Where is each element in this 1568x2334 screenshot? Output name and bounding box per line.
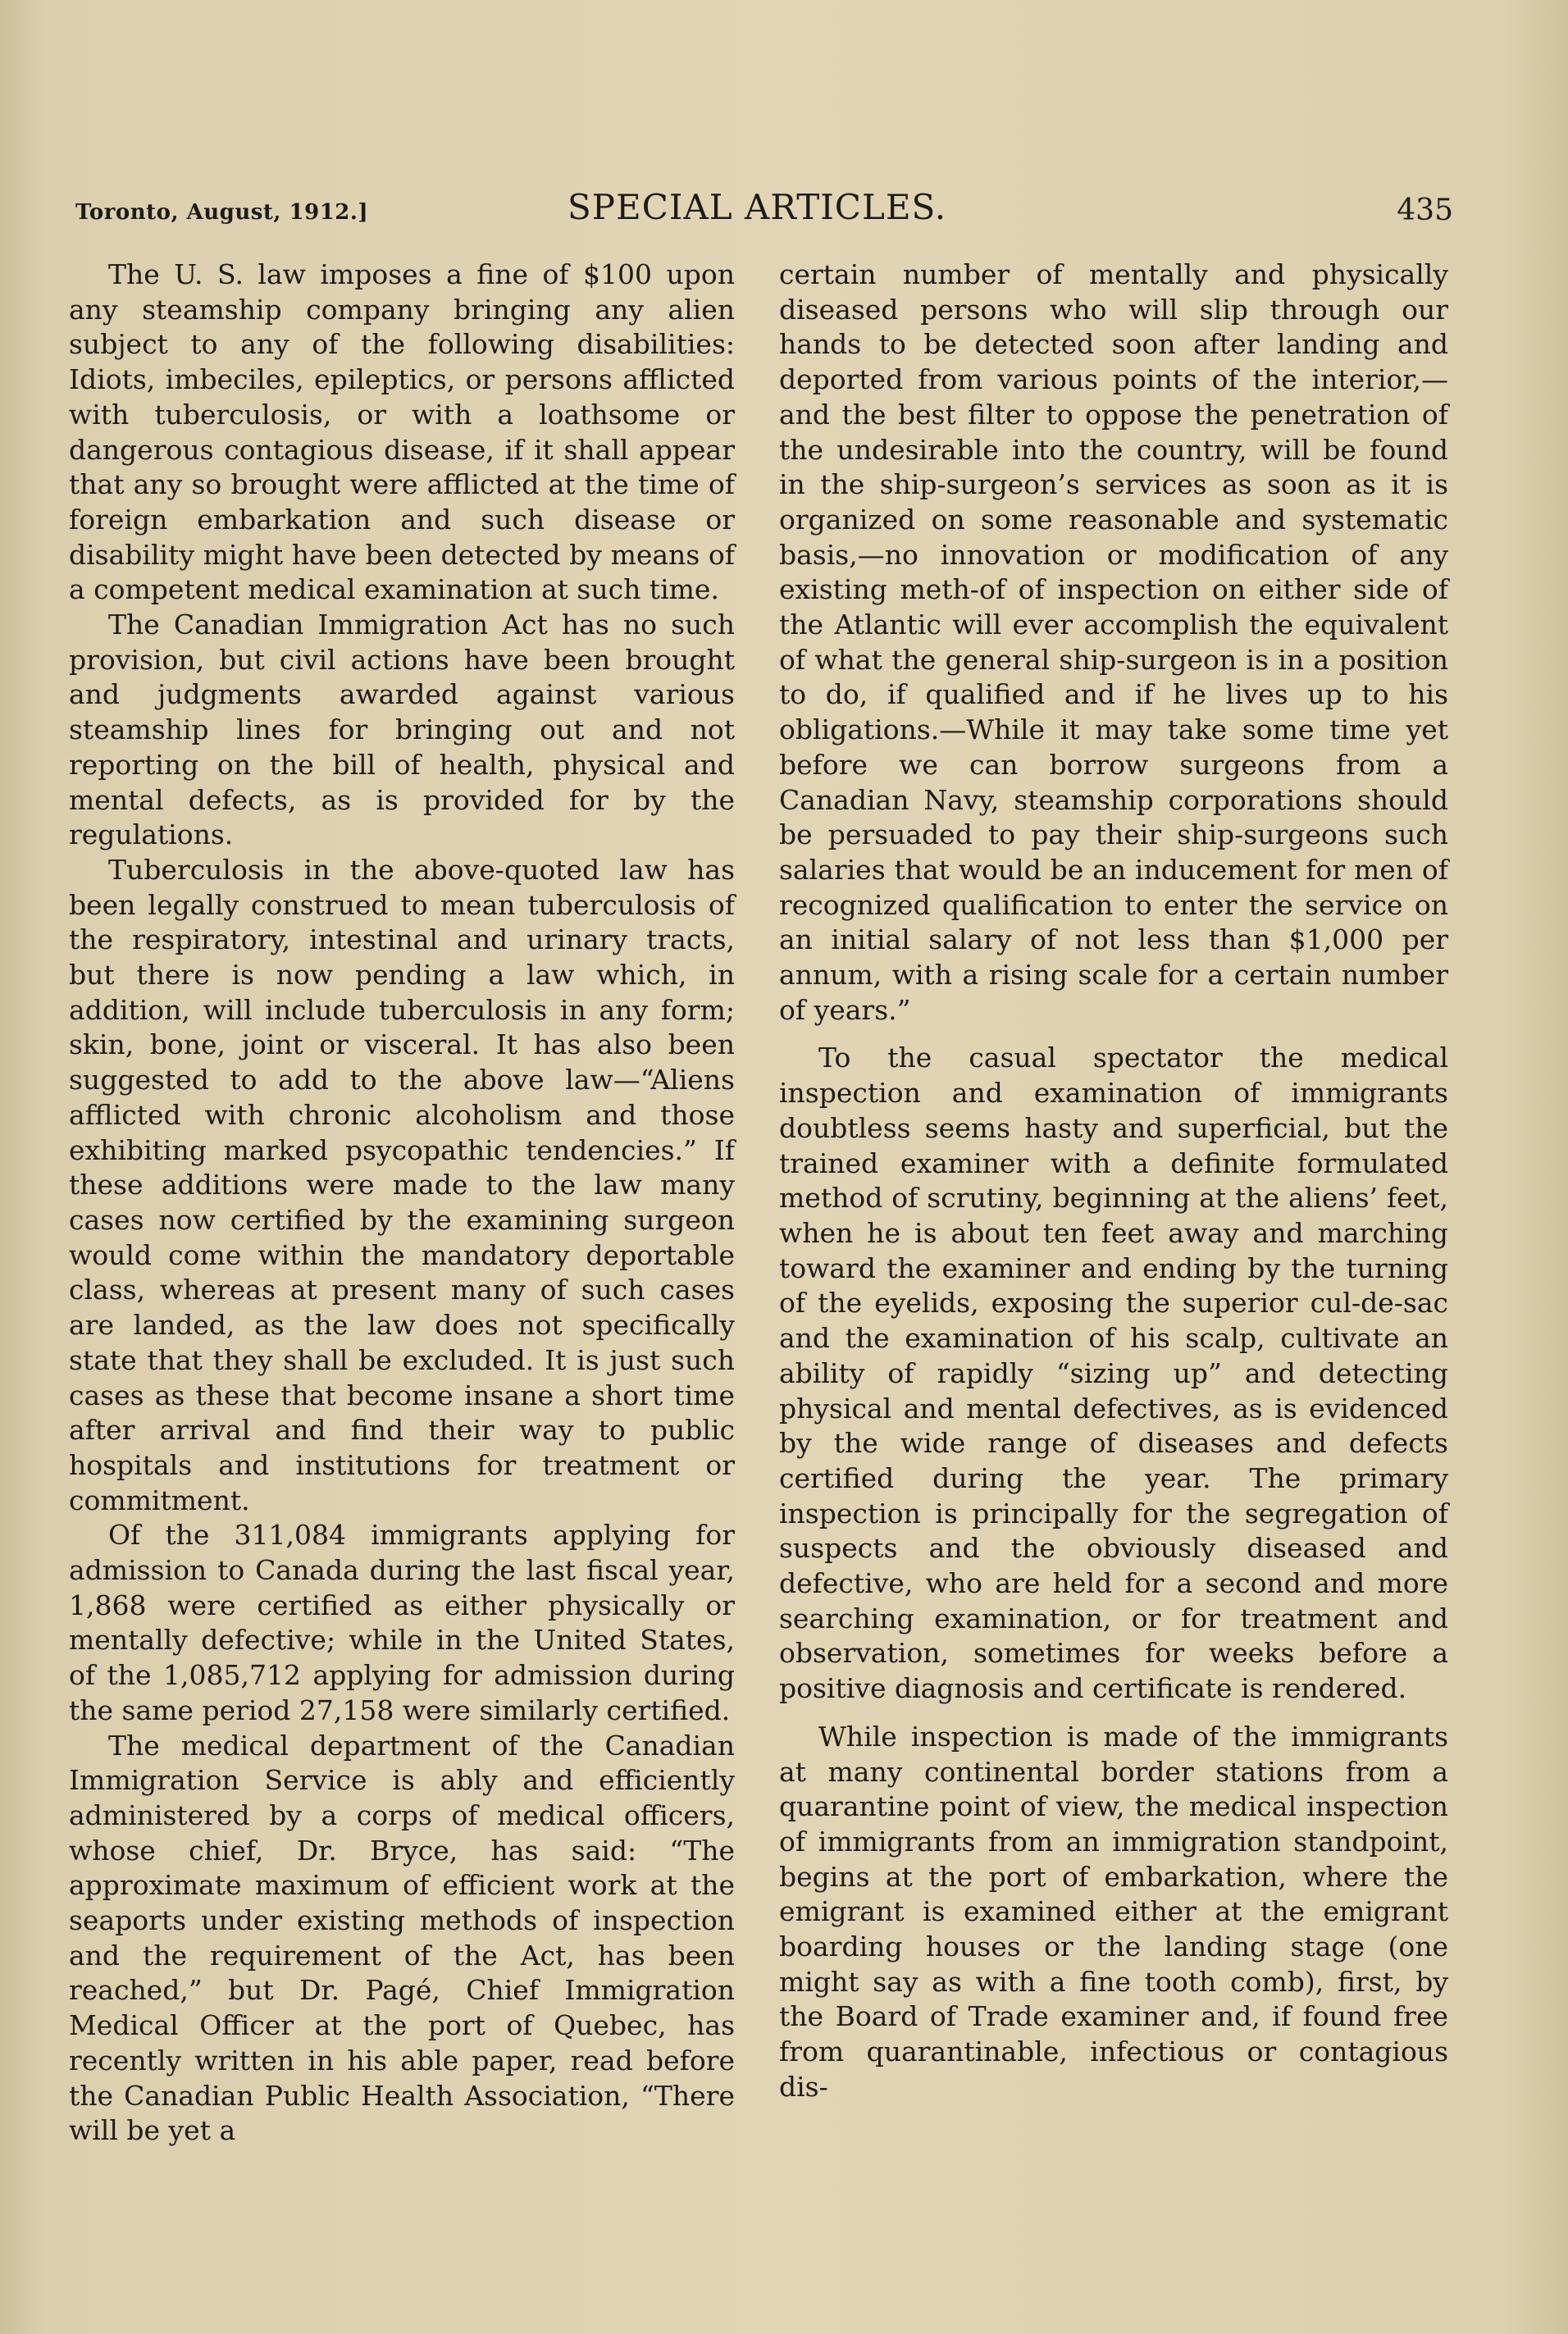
- paragraph-statistics: Of the 311,084 immigrants applying for admission to Canada during the last fiscal year, 1,868 were certified as either physically or mentally defective; while in the United States, of the 1,085,712 applying for admission during the same period 27,158 were similarly certified.: [69, 1519, 735, 1726]
- paragraph-tuberculosis: Tuberculosis in the above-quoted law has been legally construed to mean tuberculosis of the respiratory, intestinal and urinary tracts, but there is now pending a law which, in addition, will include tuberculosis in any form; skin, bone, joint or visceral. It has also been suggested to add to the above law—“Aliens afflicted with chronic alcoholism and those exhibiting marked psycopathic tendencies.” If these additions were made to the law many cases now certified by the examining surgeon would come within the mandatory deportable class, whereas at present many of such cases are landed, as the law does not specifically state that they shall be excluded. It is just such cases as these that become insane a short time after arrival and find their way to public hospitals and institutions for treatment or commitment.: [69, 853, 735, 1516]
- left-column: [69, 258, 735, 2149]
- page-number: 435: [1397, 194, 1453, 227]
- running-head-date: Toronto, August, 1912.]: [75, 200, 369, 225]
- paragraph-quote-continuation: certain number of mentally and physically diseased persons who will slip through our hands to be detected soon after landing and deported from various points of the interior,—and the best filter to oppose the penetration of the undesirable into the country, will be found in the ship-surgeon’s services as soon as it is organized on some reasonable and systematic basis,—no innovation or modification of any existing meth-of of inspection on either side of the Atlantic will ever accomplish the equivalent of what the general ship-surgeon is in a position to do, if qualified and if he lives up to his obligations.—While it may take some time yet before we can borrow surgeons from a Canadian Navy, steamship corporations should be persuaded to pay their ship-surgeons such salaries that would be an inducement for men of recognized qualification to enter the service on an initial salary of not less than $1,000 per annum, with a rising scale for a certain number of years.”: [779, 258, 1448, 1026]
- paragraph-casual-spectator: To the casual spectator the medical inspection and examination of immigrants doubtless seems hasty and superficial, but the trained examiner with a definite formulated method of scrutiny, beginning at the aliens’ feet, when he is about ten feet away and marching toward the examiner and ending by the turning of the eyelids, exposing the superior cul-de-sac and the examination of his scalp, cultivate an ability of rapidly “sizing up” and detecting physical and mental defectives, as is evidenced by the wide range of diseases and defects certified during the year. The primary inspection is principally for the segregation of suspects and the obviously diseased and defective, who are held for a second and more searching examination, or for treatment and observation, sometimes for weeks before a positive diagnosis and certificate is rendered.: [779, 1042, 1448, 1705]
- paragraph-inspection-embarkation: While inspection is made of the immigrants at many continental border stations from a quarantine point of view, the medical inspection of immigrants from an immigration standpoint, begins at the port of embarkation, where the emigrant is examined either at the emigrant boarding houses or the landing stage (one might say as with a fine tooth comb), first, by the Board of Trade examiner and, if found free from quarantinable, infectious or contagious dis-: [779, 1720, 1448, 2103]
- right-column: [779, 258, 1448, 2105]
- paragraph-us-law: The U. S. law imposes a fine of $100 upon any steamship company bringing any alien subject to any of the following disabilities: Idiots, imbeciles, epileptics, or persons afflicted with tuberculosis, or with a loathsome or dangerous contagious disease, if it shall appear that any so brought were afflicted at the time of foreign embarkation and such disease or disability might have been detected by means of a competent medical examination at such time.: [69, 258, 735, 606]
- paragraph-medical-department: The medical department of the Canadian Immigration Service is ably and efficiently administered by a corps of medical officers, whose chief, Dr. Bryce, has said: “The approximate maximum of efficient work at the seaports under existing methods of inspection and the requirement of the Act, has been reached,” but Dr. Pagé, Chief Immigration Medical Officer at the port of Quebec, has recently written in his able paper, read before the Canadian Public Health Association, “There will be yet a: [69, 1729, 735, 2147]
- running-head-section-title: SPECIAL ARTICLES.: [567, 187, 947, 227]
- paragraph-canadian-act: The Canadian Immigration Act has no such provision, but civil actions have been brought and judgments awarded against various steamship lines for bringing out and not reporting on the bill of health, physical and mental defects, as is provided for by the regulations.: [69, 609, 735, 851]
- running-head: [75, 187, 1453, 236]
